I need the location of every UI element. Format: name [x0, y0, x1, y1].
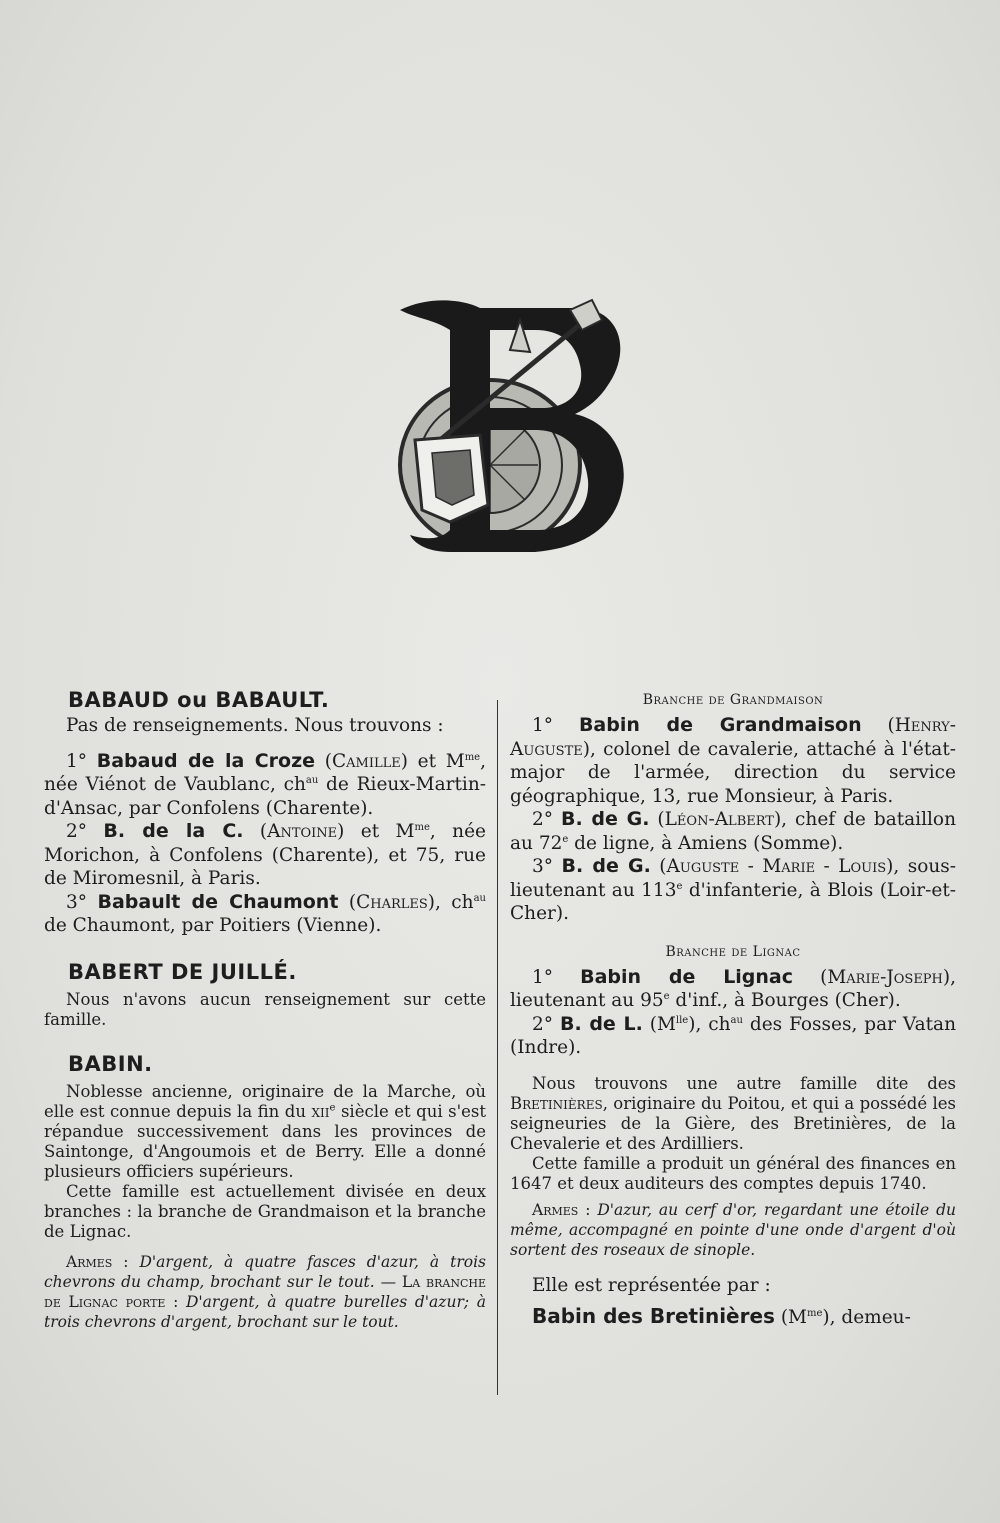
lignac-entry-1: 1° Babin de Lignac (Marie-Joseph), lieutenant au 95e d'inf., à Bourges (Cher). — [510, 965, 956, 1011]
lignac-entry-2: 2° B. de L. $(M^{lle})$, $ch^{au}$ des Fosses, par Vatan (Indre). — [510, 1012, 956, 1058]
lignac-heading: Branche de Lignac — [665, 943, 801, 960]
babaud-intro: Pas de renseignements. Nous trouvons : — [66, 715, 444, 736]
bretinieres-paragraph-1: Nous trouvons une autre famille dite des Bretinières, originaire du Poitou, et qui a possédé les seigneuries de la Gière, des Bretinières, de la Chevalerie et des Ardilliers. — [510, 1073, 956, 1153]
bretinieres-arms: Armes : D'azur, au cerf d'or, regardant une étoile du même, accompagné en pointe d'une onde d'argent d'où sortent des roseaux de sinople. — [510, 1200, 956, 1259]
babert-heading: BABERT DE JUILLÉ. — [68, 959, 297, 984]
grandmaison-entry-2: 2° B. de G. (Léon-Albert), chef de bataillon au 72e de ligne, à Amiens (Somme). — [510, 808, 956, 854]
grandmaison-heading: Branche de Grandmaison — [642, 692, 824, 708]
grandmaison-entry-1: 1° Babin de Grandmaison (Henry-Auguste), colonel de cavalerie, attaché à l'état-major de l'armée, direction du service géographique, 13, rue Monsieur, à Paris. — [510, 714, 956, 807]
bretinieres-represented: Elle est représentée par : — [532, 1274, 771, 1296]
bretinieres-paragraph-2: Cette famille a produit un général des finances en 1647 et deux auditeurs des comptes depuis 1740. — [510, 1153, 956, 1193]
babaud-heading: BABAUD ou BABAULT. — [68, 688, 330, 712]
babin-paragraph-1: Noblesse ancienne, originaire de la Marche, où elle est connue depuis la fin du xii$^e$ siècle et qui s'est répandue successivement dans les provinces de Saintonge, d'Angoumois et de Berry. Elle a donné plusieurs officiers supérieurs. — [44, 1081, 486, 1181]
bretinieres-entry: Babin des Bretinières $(M^{me})$, demeu- — [532, 1304, 911, 1328]
babaud-entry-3: 3° Babault de Chaumont (Charles), $ch^{au}$ de Chaumont, par Poitiers (Vienne). — [44, 890, 486, 936]
babaud-entry-1: 1° Babaud de la Croze (Camille) et $M^{me}$, née Viénot de Vaublanc, $ch^{au}$ de Rieux-Martin-d'Ansac, par Confolens (Charente). — [44, 749, 486, 819]
babin-heading: BABIN. — [68, 1051, 153, 1076]
babin-paragraph-2: Cette famille est actuellement divisée en deux branches : la branche de Grandmaison et la branche de Lignac. — [44, 1181, 486, 1241]
ornamental-letter-b-icon — [370, 290, 640, 570]
right-column — [510, 688, 956, 1330]
babert-text: Nous n'avons aucun renseignement sur cette famille. — [44, 989, 486, 1029]
babaud-entry-2: 2° B. de la C. (Antoine) et $M^{me}$, née Morichon, à Confolens (Charente), et 75, rue de Miromesnil, à Paris. — [44, 820, 486, 889]
left-column — [44, 688, 486, 1332]
babin-arms: Armes : D'argent, à quatre fasces d'azur, à trois chevrons du champ, brochant sur le tout. — La branche de Lignac porte : D'argent, à quatre burelles d'azur; à trois chevrons d'argent, brochant sur le tout. — [44, 1252, 487, 1331]
grandmaison-entry-3: 3° B. de G. (Auguste - Marie - Louis), sous-lieutenant au 113e d'infanterie, à Blois (Loir-et-Cher). — [510, 855, 957, 924]
column-divider — [497, 700, 498, 1395]
